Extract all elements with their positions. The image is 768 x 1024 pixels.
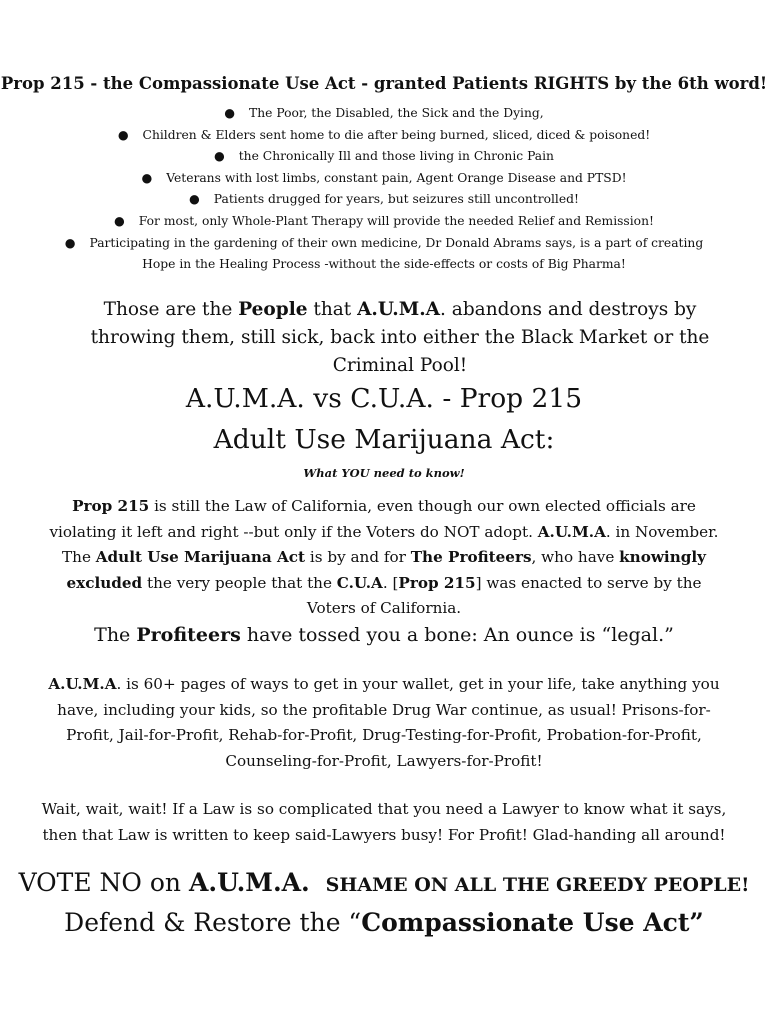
list-item-text: Children & Elders sent home to die after being burned, sliced, diced & poisoned! xyxy=(142,127,651,142)
list-item-text: The Poor, the Disabled, the Sick and the Dying, xyxy=(249,106,544,120)
profiteers-emphasis: The Profiteers xyxy=(410,548,532,567)
list-item xyxy=(0,211,768,233)
knowingly-emphasis: knowingly excluded xyxy=(66,548,706,592)
bullet-list xyxy=(0,103,768,276)
headline: Prop 215 - the Compassionate Use Act - granted Patients RIGHTS by the 6th word! xyxy=(0,74,768,93)
text-run: is still the Law of California, even though our own elected officials are violating it left and right --but only if the Voters do NOT adopt. xyxy=(49,497,696,541)
vote-no-banner xyxy=(0,868,768,897)
text-run: Defend & Restore the “ xyxy=(64,908,362,937)
shame-slogan: SHAME ON ALL THE GREEDY PEOPLE! xyxy=(325,874,750,896)
prop-215-emphasis: Prop 215 xyxy=(398,573,476,592)
profiteers-emphasis: Profiteers xyxy=(136,624,241,646)
auma-paragraph xyxy=(40,672,728,774)
list-item-text: the Chronically Ill and those living in Chronic Pain xyxy=(238,149,554,164)
act-name-emphasis: Adult Use Marijuana Act xyxy=(95,548,306,567)
list-item-text: Patients drugged for years, but seizures still uncontrolled! xyxy=(213,192,579,207)
list-item xyxy=(0,125,768,147)
bullet-icon: ● xyxy=(224,106,236,120)
text-run: The xyxy=(94,624,137,646)
bullet-icon: ● xyxy=(189,192,200,207)
text-run: . is 60+ pages of ways to get in your wallet, get in your life, take anything you have, including your kids, so the profitable Drug War continue, as usual! Prisons-for-Profit, Jail-for-Profit, Rehab-for-Profit, Drug-Testing-for-Profit, Probation-for-Profit, Counseling-for-Profit, Lawyers-for-Profit! xyxy=(57,675,720,770)
page-subtitle: Adult Use Marijuana Act: xyxy=(213,424,555,455)
text-run: have tossed you a bone: An ounce is “legal.” xyxy=(240,624,674,646)
page-title: A.U.M.A. vs C.U.A. - Prop 215 xyxy=(185,383,583,414)
cua-emphasis: Compassionate Use Act” xyxy=(361,908,704,937)
those-paragraph xyxy=(90,296,710,380)
list-item-continuation xyxy=(0,254,768,276)
list-item-text: Hope in the Healing Process -without the side-effects or costs of Big Pharma! xyxy=(142,257,626,272)
list-item xyxy=(0,146,768,168)
text-run: ] was enacted to serve by the Voters of California. xyxy=(306,573,702,618)
list-item-text: For most, only Whole-Plant Therapy will provide the needed Relief and Remission! xyxy=(138,213,654,228)
text-run: Those are the xyxy=(103,299,239,320)
cua-emphasis: C.U.A xyxy=(336,573,383,592)
list-item xyxy=(0,103,768,125)
tagline: What YOU need to know! xyxy=(303,466,465,480)
text-run: . in November. The xyxy=(62,522,719,567)
bullet-icon: ● xyxy=(141,170,153,185)
list-item xyxy=(0,168,768,190)
bullet-icon: ● xyxy=(64,235,76,250)
auma-emphasis: A.U.M.A xyxy=(357,299,441,320)
defend-banner xyxy=(0,908,768,937)
auma-emphasis: A.U.M.A xyxy=(537,522,606,541)
auma-emphasis: A.U.M.A. xyxy=(188,868,310,897)
bullet-icon: ● xyxy=(117,127,129,142)
text-run: the very people that the xyxy=(142,573,337,592)
text-run: . abandons and destroys by throwing them, still sick, back into either the Black Market or the Criminal Pool! xyxy=(90,299,710,376)
prop-215-emphasis: Prop 215 xyxy=(72,497,150,515)
auma-emphasis: A.U.M.A xyxy=(48,675,117,693)
wait-paragraph: Wait, wait, wait! If a Law is so complicated that you need a Lawyer to know what it says, then that Law is written to keep said-Lawyers busy! For Profit! Glad-handing all around! xyxy=(41,800,727,844)
list-item xyxy=(0,189,768,211)
list-item-text: Veterans with lost limbs, constant pain, Agent Orange Disease and PTSD! xyxy=(166,170,627,185)
text-run: is by and for xyxy=(305,548,411,567)
prop-215-paragraph xyxy=(40,494,728,622)
bullet-icon: ● xyxy=(114,213,125,228)
text-run: VOTE NO on xyxy=(18,868,189,897)
text-run: that xyxy=(307,299,358,320)
bullet-icon: ● xyxy=(214,149,225,164)
list-item-text: Participating in the gardening of their own medicine, Dr Donald Abrams says, is a part of creating xyxy=(89,235,704,250)
text-run: . [ xyxy=(382,573,399,592)
people-emphasis: People xyxy=(238,299,308,320)
list-item xyxy=(0,233,768,255)
text-run: , who have xyxy=(531,548,620,567)
bone-statement xyxy=(0,624,768,646)
